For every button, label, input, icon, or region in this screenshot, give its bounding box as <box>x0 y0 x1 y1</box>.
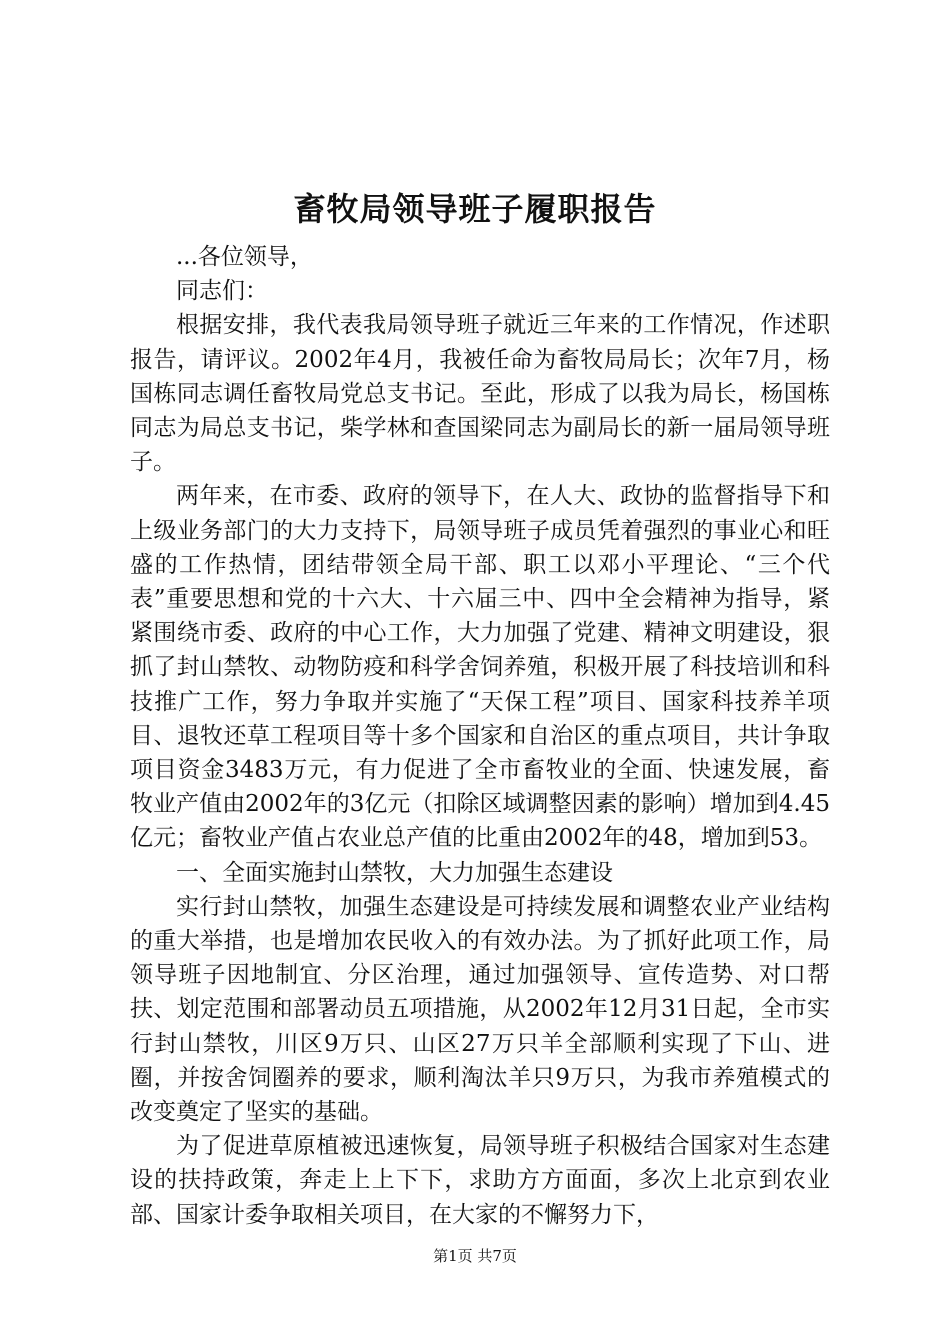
salutation-line: 同志们： <box>176 278 268 305</box>
section-heading: 一、全面实施封山禁牧，大力加强生态建设 <box>176 859 613 886</box>
page-number-footer: 第1页 共7页 <box>433 1247 517 1265</box>
document-title: 畜牧局领导班子履职报告 <box>293 190 657 228</box>
body-paragraph: 实行封山禁牧，加强生态建设是可持续发展和调整农业产业结构的重大举措，也是增加农民收入的有效办法。为了抓好此项工作，局领导班子因地制宜、分区治理，通过加强领导、宣传造势、对口帮扶、划定范围和部署动员五项措施，从2002年12月31日起，全市实行封山禁牧，川区9万只、山区27万只羊全部顺利实现了下山、进圈，并按舍饲圈养的要求，顺利淘汰羊只9万只，为我市养殖模式的改变奠定了坚实的基础。 <box>130 893 830 1126</box>
document-body <box>130 240 830 1232</box>
body-paragraph: 两年来，在市委、政府的领导下，在人大、政协的监督指导下和上级业务部门的大力支持下，局领导班子成员凭着强烈的事业心和旺盛的工作热情，团结带领全局干部、职工以邓小平理论、“三个代表”重要思想和党的十六大、十六届三中、四中全会精神为指导，紧紧围绕市委、政府的中心工作，大力加强了党建、精神文明建设，狠抓了封山禁牧、动物防疫和科学舍饲养殖，积极开展了科技培训和科技推广工作，努力争取并实施了“天保工程”项目、国家科技养羊项目、退牧还草工程项目等十多个国家和自治区的重点项目，共计争取项目资金3483万元，有力促进了全市畜牧业的全面、快速发展，畜牧业产值由2002年的3亿元（扣除区域调整因素的影响）增加到4.45亿元；畜牧业产值占农业总产值的比重由2002年的48，增加到53。 <box>130 483 830 852</box>
salutation-line: ...各位领导， <box>176 244 313 270</box>
body-paragraph: 根据安排，我代表我局领导班子就近三年来的工作情况，作述职报告，请评议。2002年4月，我被任命为畜牧局局长；次年7月，杨国栋同志调任畜牧局党总支书记。至此，形成了以我为局长，杨国栋同志为局总支书记，柴学林和查国梁同志为副局长的新一届局领导班子。 <box>130 312 830 476</box>
body-paragraph: 为了促进草原植被迅速恢复，局领导班子积极结合国家对生态建设的扶持政策，奔走上上下下，求助方方面面，多次上北京到农业部、国家计委争取相关项目，在大家的不懈努力下， <box>130 1133 830 1228</box>
